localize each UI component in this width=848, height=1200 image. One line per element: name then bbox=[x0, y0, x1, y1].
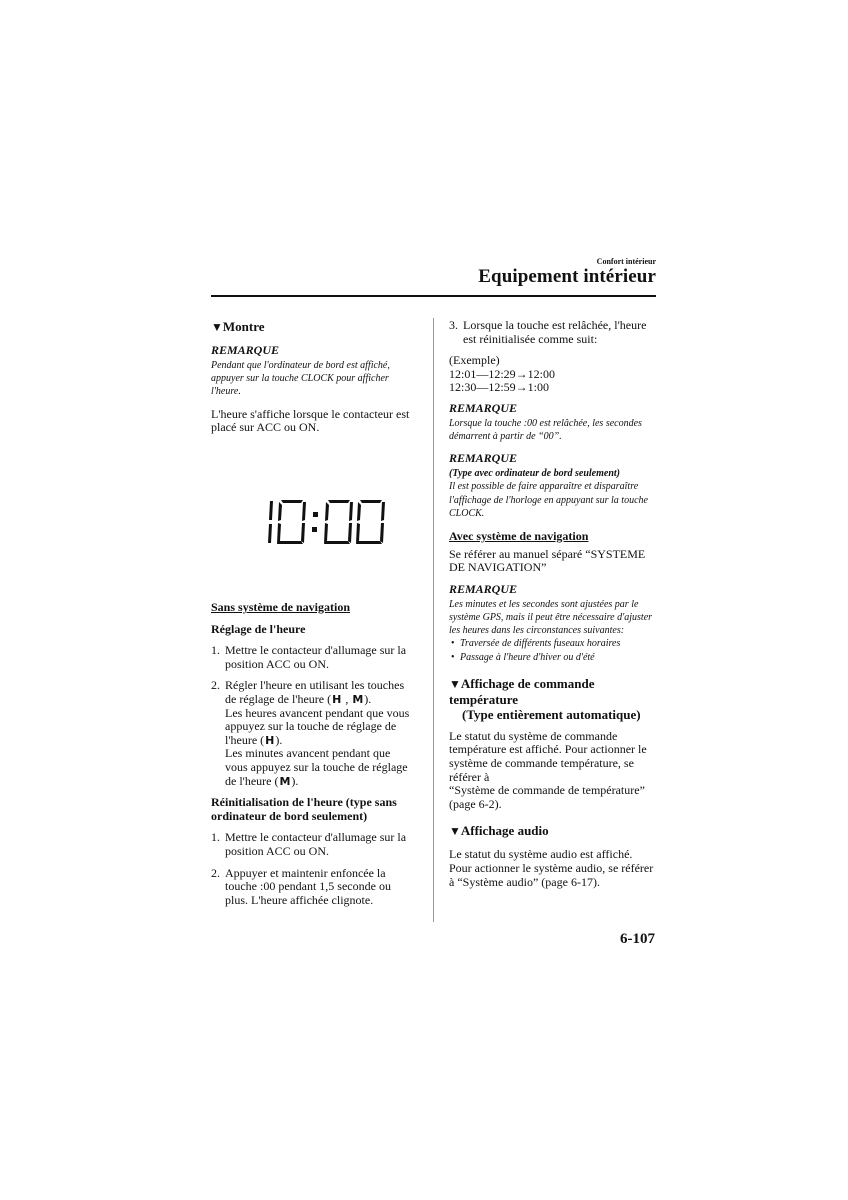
note-subhead: (Type avec ordinateur de bord seulement) bbox=[449, 468, 620, 480]
note-head: REMARQUE bbox=[449, 451, 518, 466]
triangle-icon: ▼ bbox=[211, 320, 223, 334]
body-text: L'heure s'affiche lorsque le contacteur est placé sur ACC ou ON. bbox=[211, 406, 410, 435]
right-column bbox=[449, 319, 657, 889]
avec-nav-heading: Avec système de navigation bbox=[449, 528, 589, 543]
triangle-icon: ▼ bbox=[449, 676, 461, 691]
step-3 bbox=[449, 319, 657, 346]
left-column bbox=[211, 319, 412, 435]
example-line: 12:01—12:29→12:00 bbox=[449, 366, 556, 381]
hour-key-icon: H bbox=[265, 733, 275, 747]
body-text: Le statut du système de commande température est affiché. Pour actionner le système de commande température, se référer à bbox=[449, 728, 647, 784]
example-line: 12:30—12:59→1:00 bbox=[449, 380, 550, 395]
note-head: REMARQUE bbox=[449, 581, 518, 596]
note-text: Les minutes et les secondes sont ajustées par le système GPS, mais il peut être nécessaire d'ajuster les heures dans les circonstances suivantes: bbox=[449, 598, 653, 637]
header-rule bbox=[211, 295, 656, 297]
montre-heading: ▼Montre bbox=[211, 319, 265, 334]
list-item: • Traversée de différents fuseaux horaires bbox=[449, 637, 657, 650]
note-text: Pendant que l'ordinateur de bord est affiché, appuyer sur la touche CLOCK pour afficher l'heure. bbox=[211, 360, 390, 398]
audio-heading: ▼Affichage audio bbox=[449, 823, 549, 839]
list-item: 1. Mettre le contacteur d'allumage sur la position ACC ou ON. bbox=[211, 643, 407, 671]
list-item: 3. Lorsque la touche est relâchée, l'heure est réinitialisée comme suit: bbox=[449, 318, 647, 346]
minute-key-icon: M bbox=[279, 774, 291, 788]
page-title: Equipement intérieur bbox=[478, 266, 656, 287]
reset-heading: Réinitialisation de l'heure (type sans ordinateur de bord seulement) bbox=[211, 795, 397, 823]
left-column-lower bbox=[211, 601, 412, 915]
list-item: 2. Appuyer et maintenir enfoncée la touche :00 pendant 1,5 seconde ou plus. L'heure affichée clignote. bbox=[211, 865, 391, 907]
list-item: • Passage à l'heure d'hiver ou d'été bbox=[449, 651, 657, 664]
sans-nav-heading: Sans système de navigation bbox=[211, 600, 351, 614]
note-bullets bbox=[449, 637, 657, 663]
note-head: REMARQUE bbox=[211, 343, 280, 357]
list-item: 2. Régler l'heure en utilisant les touches de réglage de l'heure (H , M). Les heures avancent pendant que vous appuyez sur la touche de réglage de l'heure (H). Les minutes avancent pendant que vous appuyez sur la touche de réglage de l'heure (M). bbox=[211, 678, 410, 788]
reglage-steps bbox=[211, 644, 412, 788]
reglage-heading: Réglage de l'heure bbox=[211, 621, 306, 636]
list-item: 1. Mettre le contacteur d'allumage sur la position ACC ou ON. bbox=[211, 830, 407, 858]
hour-key-icon: H bbox=[332, 692, 342, 706]
example-label: (Exemple) bbox=[449, 353, 500, 368]
body-text: Se référer au manuel séparé “SYSTEME DE NAVIGATION” bbox=[449, 546, 646, 575]
page-number: 6-107 bbox=[620, 931, 655, 947]
body-text: Le statut du système audio est affiché. Pour actionner le système audio, se référer à “Système audio” (page 6-17). bbox=[449, 847, 654, 889]
note-text: Lorsque la touche :00 est relâchée, les secondes démarrent à partir de “00”. bbox=[449, 417, 642, 443]
section-label: Confort intérieur bbox=[596, 257, 656, 266]
note-head: REMARQUE bbox=[449, 400, 518, 415]
clock-display-text: 10:00 bbox=[262, 499, 265, 500]
note-text: Il est possible de faire apparaître et disparaître l'affichage de l'horloge en appuyant sur la touche CLOCK. bbox=[449, 481, 648, 519]
temp-heading: ▼Affichage de commande température (Type entièrement automatique) bbox=[449, 675, 641, 722]
clock-display-illustration bbox=[262, 499, 386, 545]
reset-steps bbox=[211, 831, 412, 907]
triangle-icon: ▼ bbox=[449, 824, 461, 839]
minute-key-icon: M bbox=[352, 692, 364, 706]
body-text: “Système de commande de température” (page 6-2). bbox=[449, 783, 645, 811]
column-divider bbox=[433, 318, 434, 922]
